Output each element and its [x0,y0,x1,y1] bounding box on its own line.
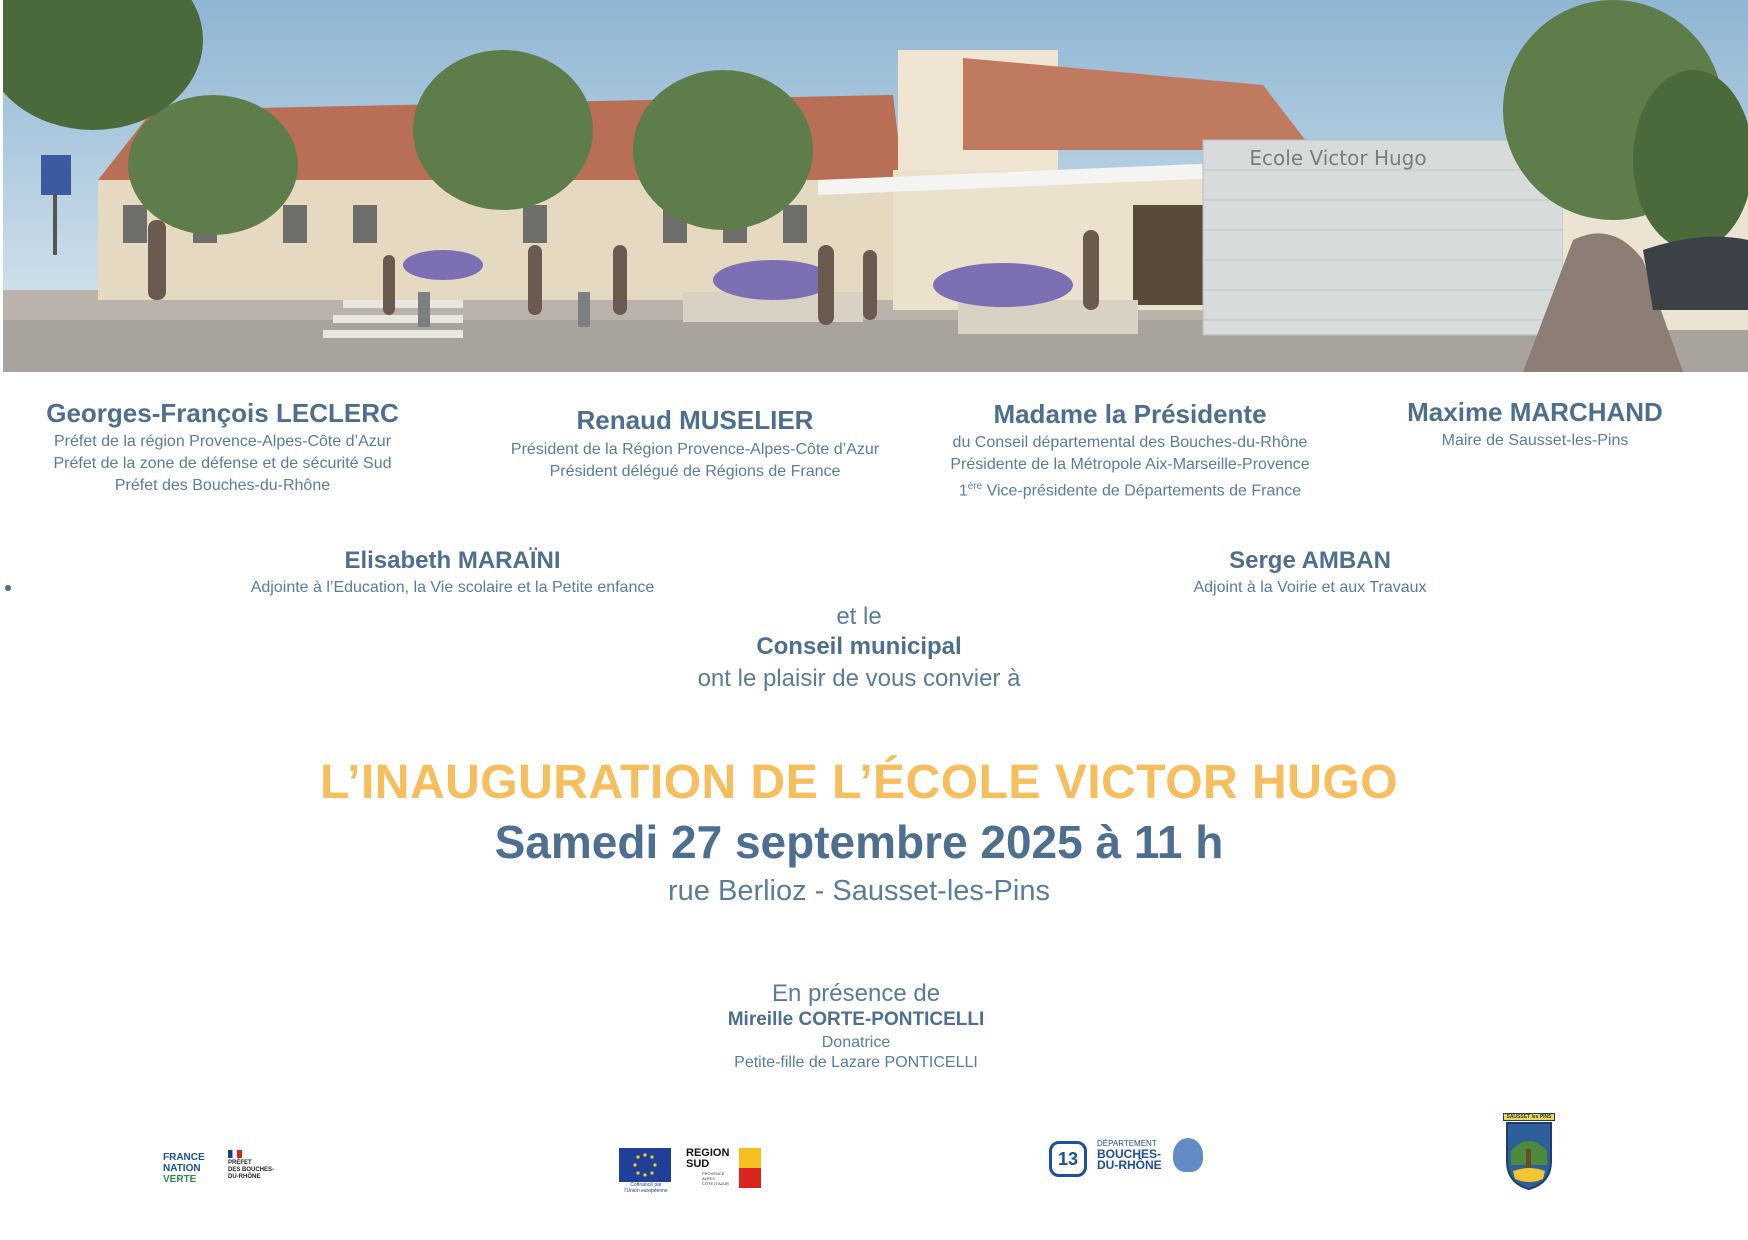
eu-flag-icon [619,1148,671,1182]
host-name: Georges-François LECLERC [46,398,399,428]
invite-convier: ont le plaisir de vous convier à [697,665,1021,692]
event-date: Samedi 27 septembre 2025 à 11 h [494,816,1224,868]
host-role: Préfet de la région Provence-Alpes-Côte d’Azur [53,433,392,450]
hero-school-illustration [3,0,1748,372]
departement-number: 13 [1049,1141,1087,1177]
host-maraini [200,545,705,599]
invite-conseil: Conseil municipal [756,633,962,660]
host-role: Adjointe à l’Education, la Vie scolaire et la Petite enfance [250,579,655,596]
event-address: rue Berlioz - Sausset-les-Pins [668,875,1050,907]
host-name: Madame la Présidente [993,399,1267,429]
host-muselier [470,404,920,483]
presence-name: Mireille CORTE-PONTICELLI [727,1009,985,1030]
prefet-logo: PRÉFET DES BOUCHES- DU-RHÔNE [228,1150,288,1181]
eu-logo: Cofinancé par l’Union européenne [619,1148,673,1194]
list-bullet [5,585,11,591]
presence-role: Donatrice [821,1034,891,1051]
host-name: Renaud MUSELIER [576,405,814,435]
host-role: Adjoint à la Voirie et aux Travaux [1193,579,1427,596]
event-title: L’INAUGURATION DE L’ÉCOLE VICTOR HUGO [319,756,1399,809]
host-role: Président délégué de Régions de France [549,463,841,480]
crest-icon [1503,1121,1555,1191]
host-presidente [920,398,1340,502]
host-marchand [1370,396,1700,452]
sausset-les-pins-crest: SAUSSET les PINS [1503,1113,1555,1193]
host-role: Préfet de la zone de défense et de sécurité Sud [53,455,392,472]
presence-role: Petite-fille de Lazare PONTICELLI [734,1054,978,1071]
departement-13-logo: 13 DÉPARTEMENT BOUCHES- DU-RHÔNE [1049,1138,1214,1178]
host-role: Présidente de la Métropole Aix-Marseille-Provence [950,456,1310,473]
host-role: Maire de Sausset-les-Pins [1441,432,1629,449]
host-role: Préfet des Bouches-du-Rhône [114,477,331,494]
france-nation-verte-logo: FRANCE NATION VERTE [163,1152,205,1185]
host-name: Maxime MARCHAND [1407,397,1663,427]
school-building-rendering [3,0,1748,372]
host-role-vp: 1ère Vice-présidente de Départements de France [958,481,1302,500]
invite-et-le: et le [836,603,882,630]
presence-intro: En présence de [771,980,941,1007]
school-sign-text: Ecole Victor Hugo [1249,146,1427,170]
host-name: Elisabeth MARAÏNI [344,547,561,574]
host-amban [1150,545,1470,599]
marianne-icon [228,1150,242,1158]
host-leclerc [20,397,425,497]
host-role: du Conseil départemental des Bouches-du-Rhône [952,434,1308,451]
region-shield-icon [739,1148,761,1188]
host-role: Président de la Région Provence-Alpes-Côte d’Azur [510,441,880,458]
host-name: Serge AMBAN [1229,547,1391,574]
tree-icon [1173,1138,1203,1172]
region-sud-logo: REGION SUD PROVENCE ALPES CÔTE D’AZUR [686,1148,766,1190]
